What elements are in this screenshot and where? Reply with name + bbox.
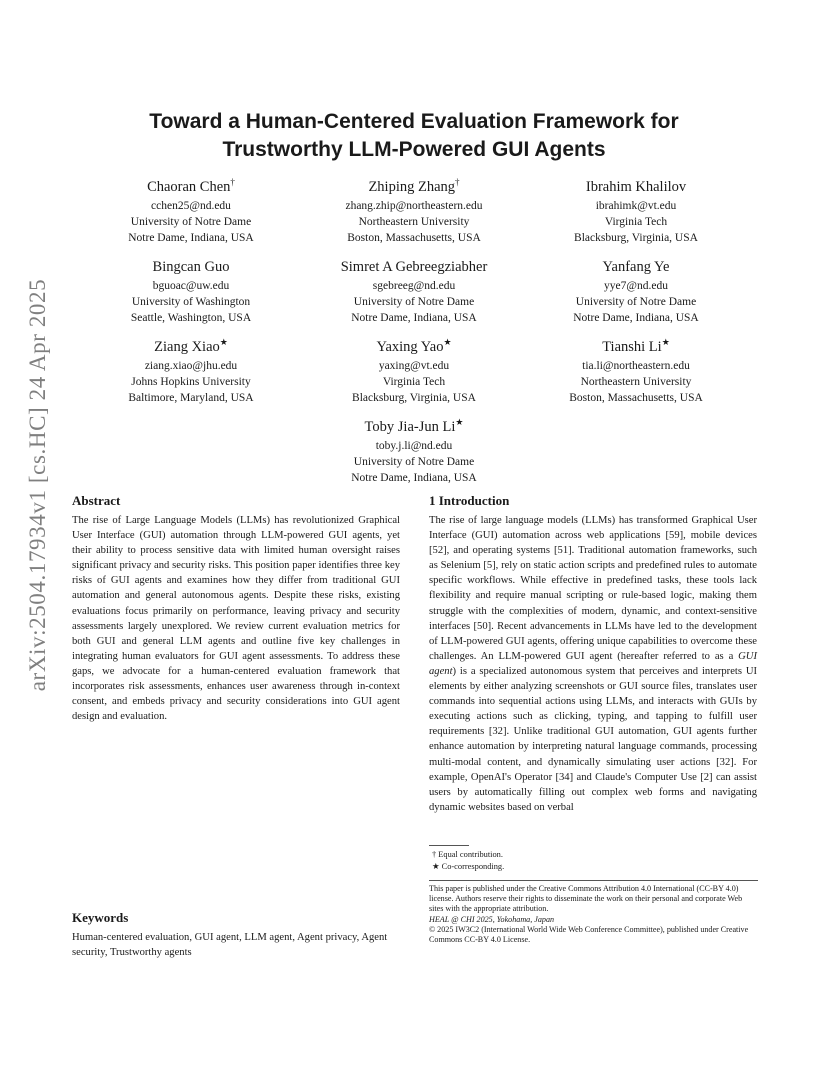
author-location: Notre Dame, Indiana, USA <box>351 312 477 324</box>
author-affiliation: University of Notre Dame <box>353 456 475 468</box>
footnote-equal-contribution <box>432 849 504 861</box>
footnotes <box>432 849 504 872</box>
license-text: This paper is published under the Creative Commons Attribution 4.0 International (CC-BY 4.0) license. Authors reserve their rights to disseminate the work on their personal and corporate Web sites with the appropriate attribution. <box>429 884 743 914</box>
author-name: Tianshi Li <box>602 339 662 355</box>
author-location: Blacksburg, Virginia, USA <box>574 232 698 244</box>
author-name: Bingcan Guo <box>152 259 230 275</box>
author-email: sgebreeg@nd.edu <box>372 280 456 292</box>
footnote-rule <box>429 845 469 846</box>
introduction-term: GUI agent <box>429 650 757 677</box>
footnote-mark: † <box>432 850 437 859</box>
author-block <box>299 257 529 326</box>
introduction-heading: 1 Introduction <box>429 493 510 508</box>
author-affiliation: University of Notre Dame <box>575 296 697 308</box>
author-affiliation: University of Notre Dame <box>353 296 475 308</box>
title-line-1: Toward a Human-Centered Evaluation Framework for <box>149 110 679 133</box>
author-location: Notre Dame, Indiana, USA <box>573 312 699 324</box>
author-affiliation: Virginia Tech <box>382 376 446 388</box>
arxiv-stamp-text: arXiv:2504.17934v1 [cs.HC] 24 Apr 2025 <box>25 278 50 692</box>
author-email: yaxing@vt.edu <box>378 360 450 372</box>
author-location: Seattle, Washington, USA <box>130 312 252 324</box>
paper-title <box>80 108 748 164</box>
author-name: Zhiping Zhang <box>368 179 456 195</box>
author-name: Chaoran Chen <box>147 179 231 195</box>
author-email: yye7@nd.edu <box>604 280 668 292</box>
author-mark: ★ <box>661 337 670 348</box>
author-name: Simret A Gebreegziabher <box>340 259 488 275</box>
author-name: Yanfang Ye <box>602 259 670 275</box>
license-block <box>429 880 758 945</box>
author-affiliation: University of Washington <box>131 296 251 308</box>
footnote-text: Co-corresponding. <box>441 861 505 871</box>
author-affiliation: Northeastern University <box>358 216 470 228</box>
footnote-co-corresponding <box>432 861 504 873</box>
author-location: Notre Dame, Indiana, USA <box>128 232 254 244</box>
author-affiliation: Northeastern University <box>580 376 692 388</box>
author-block <box>76 257 306 326</box>
author-mark: ★ <box>455 417 464 428</box>
keywords-heading: Keywords <box>72 910 129 925</box>
copyright-text: © 2025 IW3C2 (International World Wide Web Conference Committee), published under Creative Commons CC-BY 4.0 License. <box>429 924 749 945</box>
author-block <box>76 177 306 246</box>
author-location: Baltimore, Maryland, USA <box>128 392 254 404</box>
author-mark: ★ <box>443 337 452 348</box>
author-location: Boston, Massachusetts, USA <box>347 232 481 244</box>
author-block <box>521 257 751 326</box>
author-block <box>299 177 529 246</box>
author-mark: ★ <box>219 337 228 348</box>
abstract-text: The rise of Large Language Models (LLMs) has revolutionized Graphical User Interface (GUI) automation through LLM-powered GUI agents, yet their ability to process sensitive data with limited human oversight raises significant privacy and security risks. This position paper identifies three key risks of GUI agents and examines how they differ from traditional GUI automation and general autonomous agents. Despite these risks, existing evaluations focus primarily on performance, leaving privacy and security assessments largely unexplored. We review current evaluation metrics for both GUI and general LLM agents and outline five key challenges in integrating human evaluators for GUI agent assessments. To address these gaps, we advocate for a human-centered evaluation framework that incorporates risk assessments, enhances user awareness through in-context consent, and embeds privacy and security considerations into GUI agent design and evaluation. <box>72 515 400 723</box>
author-email: zhang.zhip@northeastern.edu <box>345 200 483 212</box>
author-block <box>521 177 751 246</box>
keywords-text: Human-centered evaluation, GUI agent, LLM agent, Agent privacy, Agent security, Trustworthy agents <box>72 932 388 959</box>
author-location: Notre Dame, Indiana, USA <box>351 472 477 484</box>
introduction-text <box>429 513 757 815</box>
introduction-section <box>429 493 757 815</box>
author-block <box>299 417 529 486</box>
title-line-2: Trustworthy LLM-Powered GUI Agents <box>222 138 606 161</box>
footnote-text: Equal contribution. <box>438 850 503 859</box>
author-location: Blacksburg, Virginia, USA <box>352 392 476 404</box>
footnote-mark: ★ <box>432 861 440 871</box>
introduction-text-part-2: ) is a specialized autonomous system that perceives and interprets UI elements by either analyzing screenshots or GUI source files, translates user commands into sequential actions using LLMs, and interacts with GUIs by executing actions such as clicking, typing, and tapping to fulfill user requirements [32]. Unlike traditional GUI automation, GUI agents further enhance automation by interpreting natural language commands, processing multi-modal content, and dynamically simulating user actions [32]. For example, OpenAI's Operator [34] and Claude's Computer Use [2] can assist users by automatically filling out complex web forms and navigating dynamic websites based on verbal <box>429 665 757 813</box>
author-name: Ziang Xiao <box>154 339 220 355</box>
author-email: ibrahimk@vt.edu <box>595 200 677 212</box>
author-block <box>76 337 306 406</box>
abstract-heading: Abstract <box>72 493 121 508</box>
author-name: Toby Jia-Jun Li <box>364 419 456 435</box>
author-email: tia.li@northeastern.edu <box>582 360 690 372</box>
author-affiliation: Virginia Tech <box>604 216 668 228</box>
author-block <box>521 337 751 406</box>
introduction-text-part-1: The rise of large language models (LLMs) has transformed Graphical User Interface (GUI) automation across web applications [59], mobile devices [52], and operating systems [51]. Traditional automation frameworks, such as Selenium [5], rely on static action scripts and predefined rules to automate specific workflows. While effective in predefined tasks, these tools lack flexibility and require manual scripting or rule-based logic, making them struggle with the complexities of modern, dynamic, and context-sensitive interfaces [50]. Recent advancements in LLMs have led to the development of LLM-powered GUI agents, offering unique capabilities to overcome these challenges. An LLM-powered GUI agent (hereafter referred to as a <box>429 515 757 662</box>
author-location: Boston, Massachusetts, USA <box>569 392 703 404</box>
arxiv-stamp <box>25 278 50 692</box>
author-email: cchen25@nd.edu <box>151 200 231 212</box>
author-mark: † <box>230 177 235 188</box>
abstract-section <box>72 493 400 724</box>
author-email: bguoac@uw.edu <box>152 280 230 292</box>
author-name: Ibrahim Khalilov <box>585 179 687 195</box>
author-email: toby.j.li@nd.edu <box>375 440 453 452</box>
author-block <box>299 337 529 406</box>
venue-text: HEAL @ CHI 2025, Yokohama, Japan <box>429 914 555 924</box>
author-affiliation: Johns Hopkins University <box>131 376 251 388</box>
author-mark: † <box>455 177 460 188</box>
author-name: Yaxing Yao <box>376 339 444 355</box>
author-email: ziang.xiao@jhu.edu <box>144 360 238 372</box>
keywords-section <box>72 910 402 960</box>
author-affiliation: University of Notre Dame <box>130 216 252 228</box>
